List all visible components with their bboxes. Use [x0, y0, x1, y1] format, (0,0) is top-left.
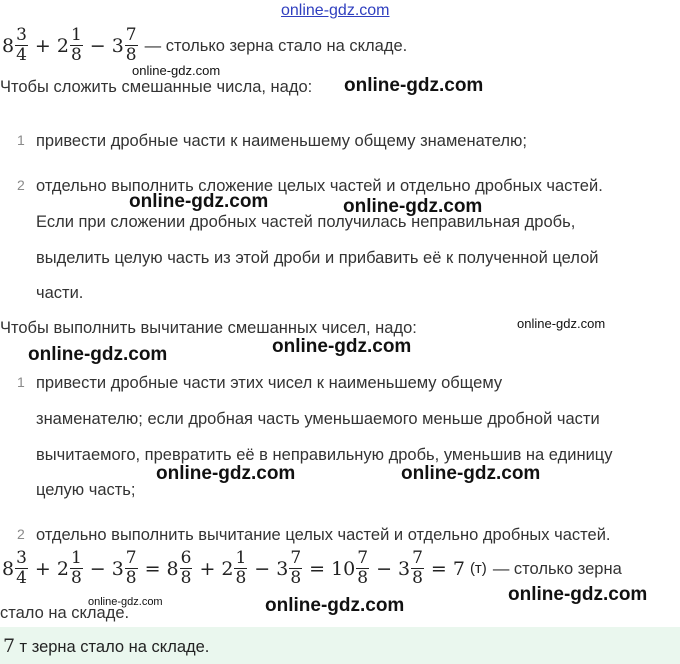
watermark: online-gdz.com [28, 344, 168, 365]
watermark: online-gdz.com [344, 75, 484, 96]
whole-part: 3 [111, 34, 124, 57]
step-text: привести дробные части этих чисел к наименьшему общему [36, 374, 503, 392]
answer-box [0, 627, 680, 664]
watermark: online-gdz.com [401, 463, 541, 484]
step-text: выделить целую часть из этой дроби и прибавить её к полученной целой [36, 249, 599, 267]
step-text: отдельно выполнить сложение целых частей и отдельно дробных частей. [36, 177, 603, 195]
unit-label: (т) [469, 560, 487, 577]
watermark-top: online-gdz.com [281, 2, 390, 19]
watermark: online-gdz.com [343, 196, 483, 217]
step-text: знаменателю; если дробная часть уменьшаемого меньше дробной части [36, 410, 600, 428]
add-intro: Чтобы сложить смешанные числа, надо: [0, 78, 313, 96]
equation-tail: — столько зерна [492, 559, 622, 578]
step-number: 2 [17, 526, 25, 542]
watermark: online-gdz.com [88, 596, 163, 608]
watermark: online-gdz.com [132, 63, 221, 78]
step-number: 1 [17, 132, 25, 148]
step-text: вычитаемого, превратить её в неправильную дробь, уменьшив на единицу [36, 446, 613, 464]
equation-tail: — столько зерна стало на складе. [144, 36, 408, 55]
watermark: online-gdz.com [272, 336, 412, 357]
plus-sign: + [34, 34, 51, 57]
equation-tail-continued: стало на складе. [0, 604, 130, 622]
step-text: части. [36, 284, 84, 302]
watermark: online-gdz.com [517, 316, 606, 331]
step-text: привести дробные части к наименьшему общему знаменателю; [36, 132, 527, 150]
watermark: online-gdz.com [508, 584, 648, 605]
answer-text: т зерна стало на складе. [19, 638, 210, 656]
result-value: 7 [452, 557, 465, 580]
watermark: online-gdz.com [156, 463, 296, 484]
whole-part: 8 [2, 34, 15, 57]
equation-sum [2, 26, 407, 65]
watermark: online-gdz.com [129, 191, 269, 212]
fraction: $\frac{1}{8}$ [70, 25, 82, 65]
answer-value: 7 [3, 635, 16, 657]
step-text: целую часть; [36, 481, 136, 499]
minus-sign: − [89, 34, 106, 57]
step-text: Если при сложении дробных частей получилась неправильная дробь, [36, 213, 576, 231]
fraction: $\frac{7}{8}$ [125, 25, 137, 65]
whole-part: 2 [56, 34, 69, 57]
watermark: online-gdz.com [265, 595, 405, 616]
sub-intro: Чтобы выполнить вычитание смешанных чисел, надо: [0, 319, 417, 337]
step-text: отдельно выполнить вычитание целых частей и отдельно дробных частей. [36, 526, 611, 544]
answer-line [3, 635, 209, 657]
step-number: 2 [17, 177, 25, 193]
equation-solution: 8 $\frac{3}{4}$ + 2 $\frac{1}{8}$ − 3 $\frac{7}{8}$ = 8 $\frac{6}{8}$ + 2 $\frac{1}{8}$ − 3 $\frac{7}{8}$ = 10 $\frac{7}{8}$ − 3 $\frac{7}{8}$ = 7 (т) — столько зерна [2, 548, 622, 588]
step-number: 1 [17, 374, 25, 390]
fraction: $\frac{3}{4}$ [16, 25, 27, 65]
